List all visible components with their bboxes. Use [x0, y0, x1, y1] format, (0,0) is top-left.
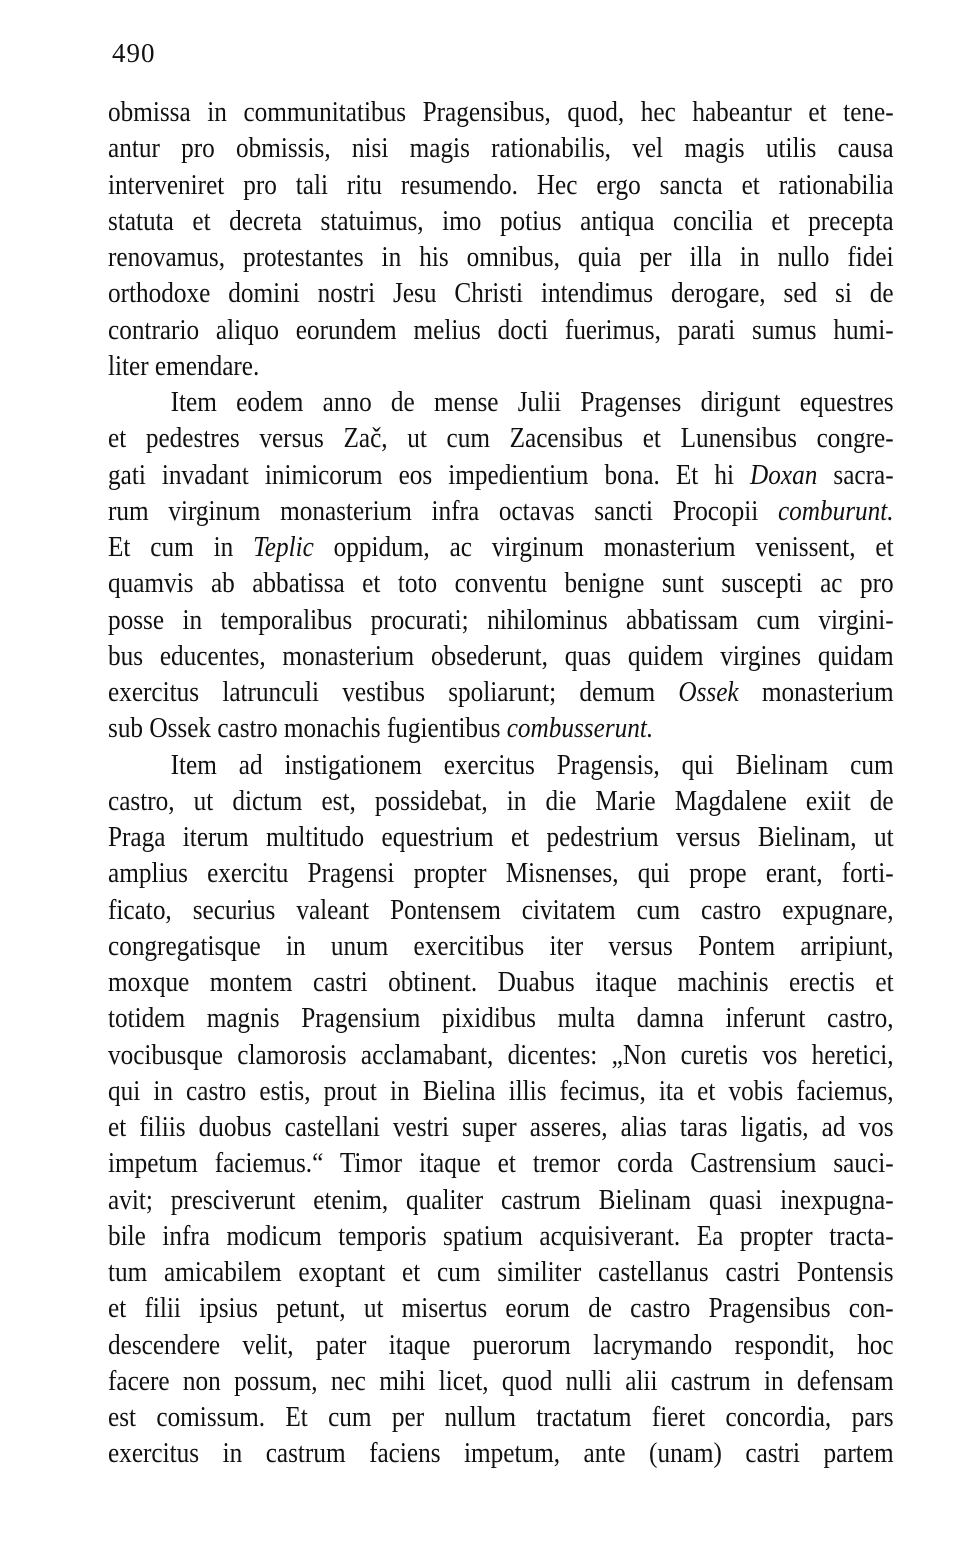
- text-line: totidem magnis Pragensium pixidibus multa damna inferunt castro,: [108, 1002, 894, 1035]
- text-segment: oppidum, ac virginum monasterium venissent, et: [313, 531, 894, 563]
- text-line: renovamus, protestantes in his omnibus, quia per illa in nullo fidei: [108, 241, 894, 273]
- text-line: vocibusque clamorosis acclamabant, dicentes: „Non curetis vos heretici,: [108, 1038, 894, 1071]
- text-line: liter emendare.: [108, 349, 260, 382]
- text-line: [108, 674, 894, 710]
- text-line: Item ad instigationem exercitus Pragensis, qui Bielinam cum: [170, 748, 894, 781]
- text-line: est comissum. Et cum per nullum tractatum fieret concordia, pars: [108, 1401, 894, 1433]
- text-line: impetum faciemus.“ Timor itaque et tremor corda Castrensium sauci-: [108, 1147, 894, 1180]
- text-segment: monasterium: [738, 676, 894, 708]
- text-segment: sacra-: [817, 458, 894, 491]
- text-line: congregatisque in unum exercitibus iter versus Pontem arripiunt,: [108, 929, 894, 962]
- text-line: et filii ipsius petunt, ut misertus eorum de castro Pragensibus con-: [108, 1292, 894, 1325]
- text-line: contrario aliquo eorundem melius docti fuerimus, parati sumus humi-: [108, 313, 894, 346]
- text-line: [108, 710, 894, 746]
- text-line: [108, 529, 894, 565]
- text-line: interveniret pro tali ritu resumendo. Hec ergo sancta et rationabilia: [108, 168, 894, 201]
- text-segment: Et cum in: [108, 531, 254, 563]
- text-line: moxque montem castri obtinent. Duabus itaque machinis erectis et: [108, 966, 894, 998]
- text-line: castro, ut dictum est, possidebat, in die Marie Magdalene exiit de: [108, 784, 894, 817]
- text-line: bus educentes, monasterium obsederunt, quas quidem virgines quidam: [108, 639, 894, 672]
- text-line: et filiis duobus castellani vestri super asseres, alias taras ligatis, ad vos: [108, 1111, 894, 1143]
- text-line: posse in temporalibus procurati; nihilominus abbatissam cum virgini-: [108, 603, 894, 636]
- text-line: qui in castro estis, prout in Bielina illis fecimus, ita et vobis faciemus,: [108, 1074, 894, 1107]
- text-line: obmissa in communitatibus Pragensibus, quod, hec habeantur et tene-: [108, 96, 894, 128]
- text-line: Praga iterum multitudo equestrium et pedestrium versus Bielinam, ut: [108, 821, 894, 853]
- text-line: et pedestres versus Zač, ut cum Zacensibus et Lunensibus congre-: [108, 422, 894, 455]
- text-line: [108, 493, 894, 529]
- text-line: Item eodem anno de mense Julii Pragenses dirigunt equestres: [170, 386, 894, 418]
- text-line: descendere velit, pater itaque puerorum lacrymando respondit, hoc: [108, 1328, 894, 1361]
- text-line: amplius exercitu Pragensi propter Misnenses, qui prope erant, forti-: [108, 857, 894, 890]
- text-line: [108, 457, 894, 493]
- text-segment: gati invadant inimicorum eos impedientium bona. Et hi: [108, 458, 751, 491]
- italic-place-name: Teplic: [253, 531, 314, 563]
- text-segment: exercitus latrunculi vestibus spoliarunt; demum: [108, 676, 679, 708]
- italic-term: combusserunt.: [506, 712, 654, 745]
- text-segment: rum virginum monasterium infra octavas sancti Procopii: [108, 494, 778, 527]
- text-line: tum amicabilem exoptant et cum similiter castellanus castri Pontensis: [108, 1256, 894, 1288]
- text-line: antur pro obmissis, nisi magis rationabilis, vel magis utilis causa: [108, 132, 894, 165]
- page-number: 490: [112, 38, 156, 68]
- text-line: exercitus in castrum faciens impetum, ante (unam) castri partem: [108, 1437, 894, 1470]
- text-segment: sub Ossek castro monachis fugientibus: [108, 712, 507, 745]
- italic-term: comburunt.: [777, 494, 894, 527]
- text-line: bile infra modicum temporis spatium acquisiverant. Ea propter tracta-: [108, 1219, 894, 1252]
- italic-place-name: Ossek: [678, 676, 739, 708]
- text-line: statuta et decreta statuimus, imo potius antiqua concilia et precepta: [108, 204, 894, 237]
- text-line: facere non possum, nec mihi licet, quod nulli alii castrum in defensam: [108, 1364, 894, 1397]
- text-line: quamvis ab abbatissa et toto conventu benigne sunt suscepti ac pro: [108, 567, 894, 600]
- italic-place-name: Doxan: [750, 458, 818, 491]
- text-line: ficato, securius valeant Pontensem civitatem cum castro expugnare,: [108, 893, 894, 926]
- text-line: avit; presciverunt etenim, qualiter castrum Bielinam quasi inexpugna-: [108, 1183, 894, 1216]
- page-text: [108, 94, 894, 1472]
- text-line: orthodoxe domini nostri Jesu Christi intendimus derogare, sed si de: [108, 277, 894, 310]
